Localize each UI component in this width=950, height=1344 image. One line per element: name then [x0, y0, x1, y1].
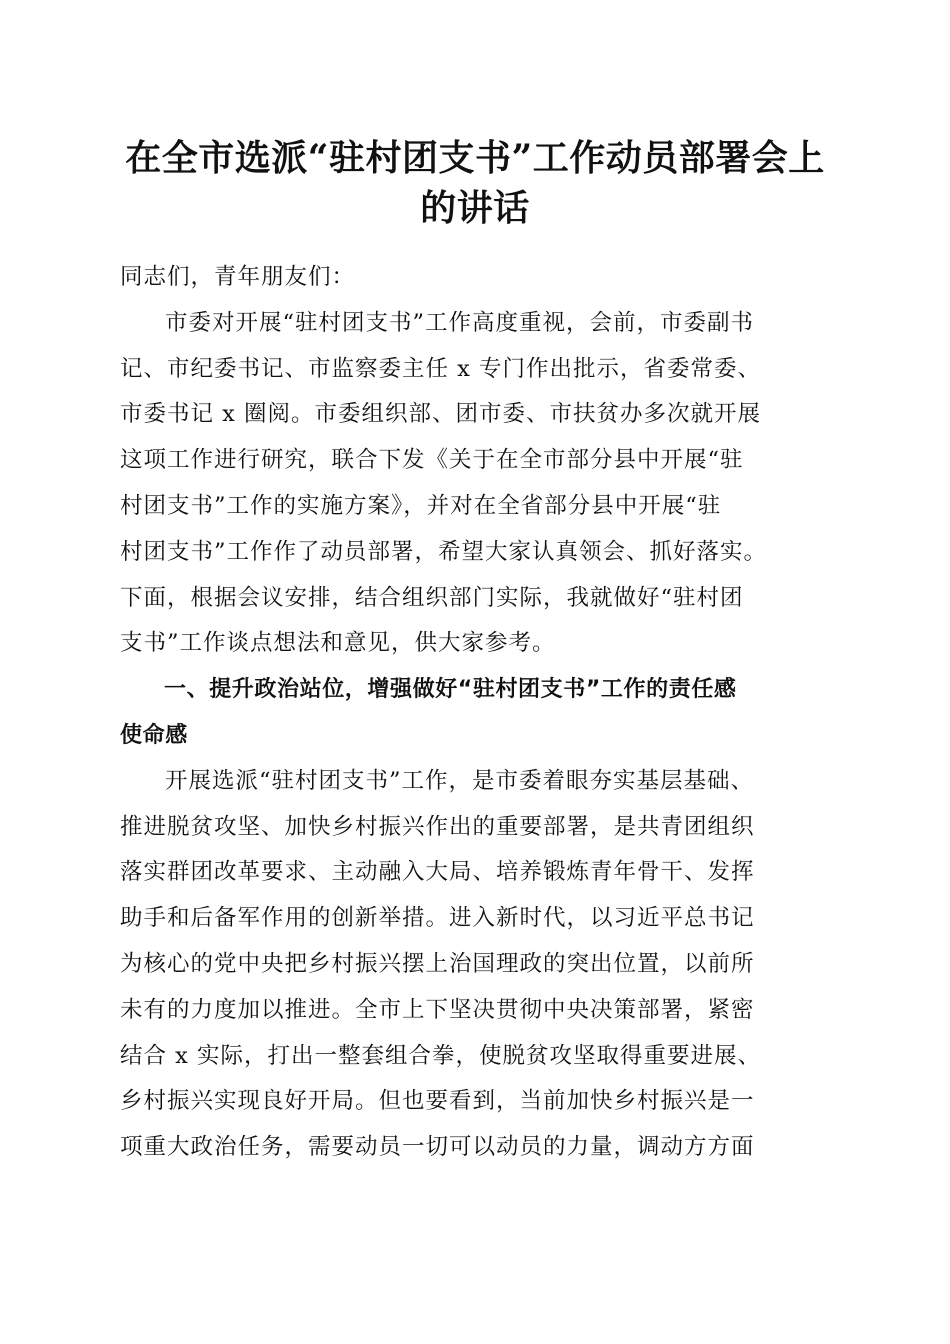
paragraph-line: 开展选派“驻村团支书”工作，是市委着眼夯实基层基础、	[165, 767, 755, 794]
document-body	[120, 255, 832, 1171]
paragraph-line: 支书”工作谈点想法和意见，供大家参考。	[120, 630, 556, 657]
paragraph-line: 推进脱贫攻坚、加快乡村振兴作出的重要部署，是共青团组织	[120, 813, 755, 840]
title-line: 的讲话	[420, 187, 530, 229]
paragraph-line: 市委书记 x 圈阅。市委组织部、团市委、市扶贫办多次就开展	[120, 401, 761, 428]
paragraph-line: 下面，根据会议安排，结合组织部门实际，我就做好“驻村团	[120, 584, 744, 611]
paragraph-line: 项重大政治任务，需要动员一切可以动员的力量，调动方方面	[120, 1134, 755, 1161]
section-heading-1	[120, 667, 832, 759]
paragraph-line: 这项工作进行研究，联合下发《关于在全市部分县中开展“驻	[120, 447, 744, 474]
paragraph-line: 结合 x 实际，打出一整套组合拳，使脱贫攻坚取得重要进展、	[120, 1042, 761, 1069]
paragraph-line: 助手和后备军作用的创新举措。进入新时代，以习近平总书记	[120, 905, 755, 932]
paragraph-section-1	[120, 759, 832, 1171]
document-title	[100, 133, 850, 233]
paragraph-intro	[120, 301, 832, 667]
paragraph-line: 记、市纪委书记、市监察委主任 x 专门作出批示，省委常委、	[120, 355, 761, 382]
paragraph-line: 乡村振兴实现良好开局。但也要看到，当前加快乡村振兴是一	[120, 1088, 755, 1115]
paragraph-line: 市委对开展“驻村团支书”工作高度重视，会前，市委副书	[165, 309, 755, 336]
salutation: 同志们，青年朋友们：	[120, 264, 356, 290]
paragraph-line: 为核心的党中央把乡村振兴摆上治国理政的突出位置，以前所	[120, 950, 755, 977]
heading-line: 使命感	[120, 722, 188, 748]
paragraph-line: 村团支书”工作的实施方案》，并对在全省部分县中开展“驻	[120, 492, 722, 519]
paragraph-line: 落实群团改革要求、主动融入大局、培养锻炼青年骨干、发挥	[120, 859, 755, 886]
paragraph-line: 村团支书”工作作了动员部署，希望大家认真领会、抓好落实。	[120, 538, 768, 565]
title-line: 在全市选派“驻村团支书”工作动员部署会上	[125, 137, 825, 179]
heading-line: 一、提升政治站位，增强做好“驻村团支书”工作的责任感	[164, 677, 737, 703]
paragraph-line: 未有的力度加以推进。全市上下坚决贯彻中央决策部署，紧密	[120, 996, 755, 1023]
